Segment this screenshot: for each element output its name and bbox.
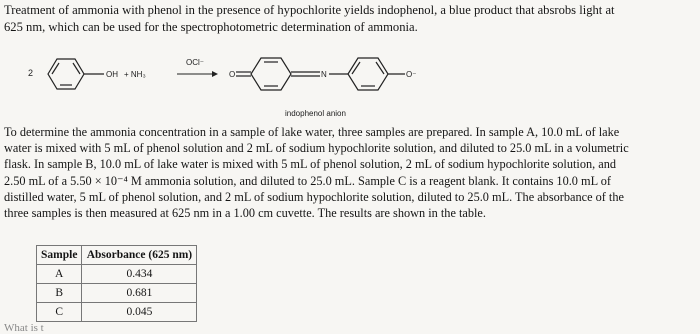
phenolate-oxygen: O⁻ (406, 70, 417, 79)
reaction-scheme (0, 52, 700, 122)
imine-nitrogen: N (321, 70, 327, 79)
procedure-line: water is mixed with 5 mL of phenol solution and 2 mL of sodium hypochlorite solution, and diluted to 25.0 mL in a volumetric (4, 141, 629, 156)
absorbance-cell: 0.681 (82, 284, 197, 303)
sample-column-header: Sample (37, 246, 82, 265)
truncated-question-text: What is t (4, 322, 44, 334)
procedure-line: distilled water, 5 mL of phenol solution, and 2 mL of sodium hypochlorite solution, diluted to 25.0 mL. The absorbance of the (4, 189, 624, 204)
sample-cell: A (37, 265, 82, 284)
coefficient: 2 (28, 68, 34, 78)
absorbance-cell: 0.434 (82, 265, 197, 284)
table-header-row (37, 246, 197, 265)
intro-line-2: 625 nm, which can be used for the spectrophotometric determination of ammonia. (4, 19, 418, 34)
table-row (37, 284, 197, 303)
quinone-ring (236, 58, 320, 90)
hypochlorite-reagent: OCl⁻ (186, 58, 204, 67)
sample-cell: B (37, 284, 82, 303)
procedure-line: To determine the ammonia concentration in a sample of lake water, three samples are prepared. In sample A, 10.0 mL of lake (4, 125, 620, 139)
procedure-paragraph (4, 124, 654, 221)
hydroxyl-group: OH (106, 70, 118, 79)
phenol-ring (48, 59, 104, 89)
absorbance-column-header: Absorbance (625 nm) (82, 246, 197, 265)
reaction-arrow (177, 71, 218, 77)
carbonyl-oxygen: O (229, 70, 236, 79)
sample-cell: C (37, 303, 82, 322)
table-row (37, 265, 197, 284)
intro-line-1: Treatment of ammonia with phenol in the presence of hypochlorite yields indophenol, a blue product that absrobs light at (4, 3, 615, 17)
procedure-line: flask. In sample B, 10.0 mL of lake water is mixed with 5 mL of phenol solution, 2 mL of sodium hypochlorite solution, and (4, 157, 617, 172)
table-row (37, 303, 197, 322)
procedure-line: 2.50 mL of a 5.50 × 10⁻⁴ M ammonia solution, and diluted to 25.0 mL. Sample C is a reagent blank. It contains 10.0 mL of (4, 173, 611, 188)
intro-paragraph (4, 2, 644, 35)
ammonia-reactant: + NH₃ (124, 70, 146, 79)
absorbance-table (36, 245, 197, 322)
procedure-line: three samples is then measured at 625 nm in a 1.00 cm cuvette. The results are shown in the table. (4, 206, 486, 221)
product-label: indophenol anion (285, 109, 346, 118)
phenolate-ring (329, 58, 405, 90)
absorbance-cell: 0.045 (82, 303, 197, 322)
